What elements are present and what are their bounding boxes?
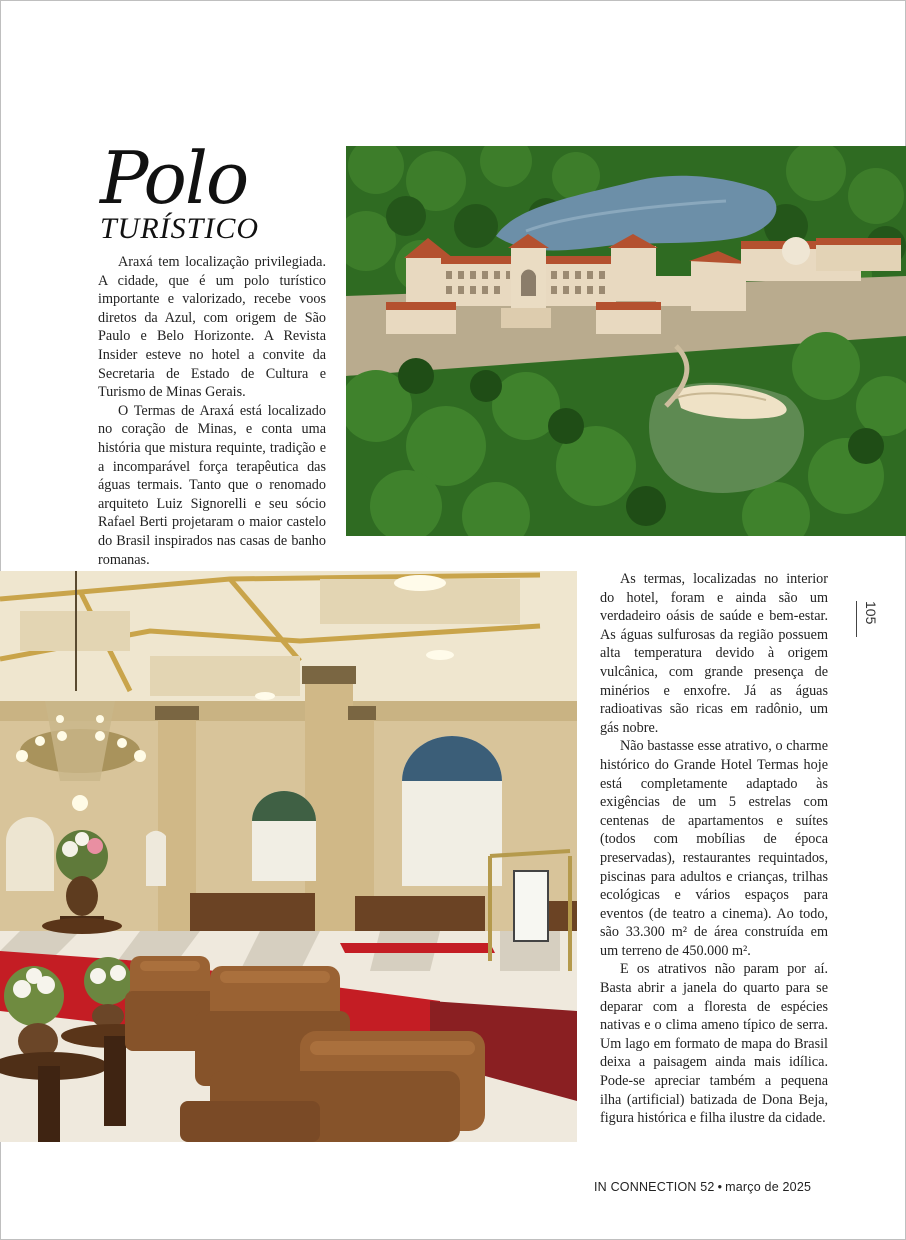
footer-date: março de 2025 bbox=[725, 1180, 812, 1194]
right-text-column bbox=[600, 570, 828, 1128]
left-text-column bbox=[98, 253, 326, 569]
paragraph: As termas, localizadas no interior do hotel, foram e ainda são um verdadeiro oásis de saúde e bem-estar. As águas sulfurosas da região possuem alta temperatura devido à origem vulcânica, com grande presença de minérios e enxofre. Já as águas radioativas são ricas em radônio, um gás nobre. bbox=[600, 571, 828, 736]
aerial-hotel-photo bbox=[346, 146, 906, 536]
article-subtitle: TURÍSTICO bbox=[100, 212, 260, 245]
article-title: Polo bbox=[100, 136, 248, 220]
paragraph: Araxá tem localização privilegiada. A cidade, que é um polo turístico importante e valorizado, recebe voos diretos da Azul, com origem de São Paulo e Belo Horizonte. A Revista Insider esteve no hotel a convite da Secretaria de Estado de Cultura e Turismo de Minas Gerais. bbox=[98, 254, 326, 401]
page-number: 105 bbox=[856, 601, 879, 637]
footer-separator: • bbox=[717, 1180, 723, 1194]
paragraph: Não bastasse esse atrativo, o charme histórico do Grande Hotel Termas hoje está completamente adaptado às exigências de um 5 estrelas com centenas de apartamentos e suítes (todos com mobílias de época preservadas), restaurantes requintados, piscinas para adultos e crianças, trilhas ecológicas e vários espaços para eventos (de teatro a cinema). Ao todo, são 33.300 m² de área construída em um terreno de 450.000 m². bbox=[600, 738, 828, 959]
footer bbox=[594, 1180, 811, 1194]
hotel-lobby-photo bbox=[0, 571, 577, 1142]
footer-magazine: IN CONNECTION 52 bbox=[594, 1180, 715, 1194]
paragraph: O Termas de Araxá está localizado no coração de Minas, e conta uma história que mistura requinte, tradição e a incomparável força terapêutica das águas termais. Tanto que o renomado arquiteto Luiz Signorelli e seu sócio Rafael Berti projetaram o maior castelo do Brasil inspirados nas casas de banho romanas. bbox=[98, 402, 326, 568]
paragraph: E os atrativos não param por aí. Basta abrir a janela do quarto para se deparar com a floresta de espécies nativas e o clima ameno típico de serra. Um lago em formato de mapa do Brasil deixa a paisagem ainda mais idílica. Pode-se apreciar também a pequena ilha (artificial) batizada de Dona Beja, figura histórica e filha ilustre da cidade. bbox=[600, 961, 828, 1127]
